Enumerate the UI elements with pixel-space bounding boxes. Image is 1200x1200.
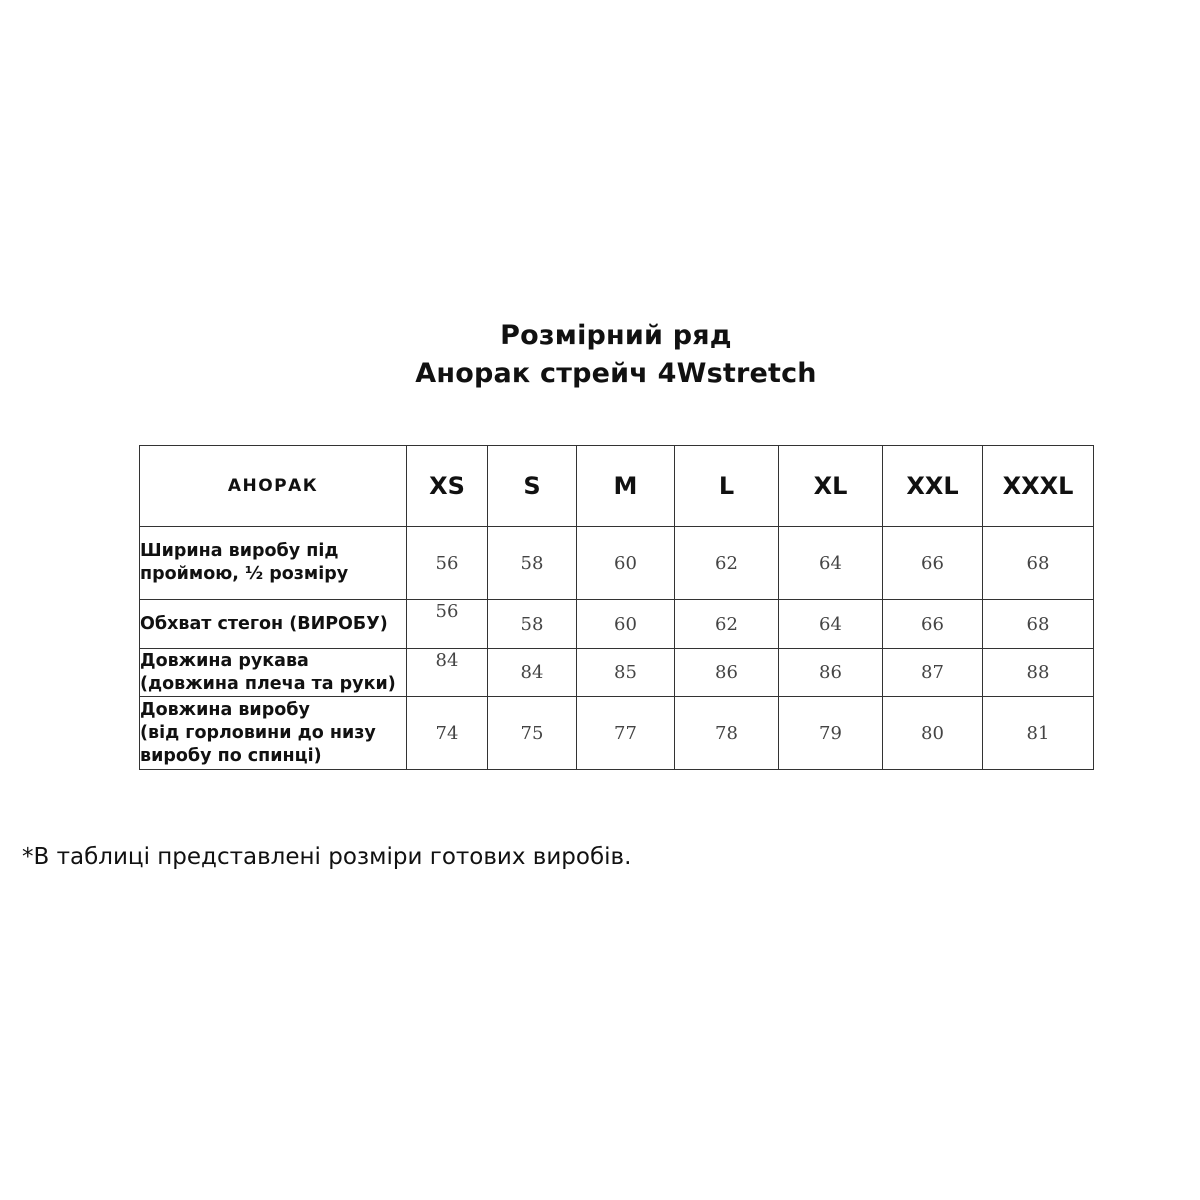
table-cell: 64 (779, 600, 883, 649)
row-label-line: (довжина плеча та руки) (140, 673, 396, 694)
table-cell: 80 (883, 697, 983, 770)
table-cell: 88 (983, 649, 1094, 697)
table-cell: 86 (675, 649, 779, 697)
row-label-line: Обхват стегон (ВИРОБУ) (140, 613, 388, 634)
row-label-line: Ширина виробу під (140, 541, 339, 561)
table-cell: 75 (488, 697, 577, 770)
row-label-line: проймою, ½ розміру (140, 564, 349, 584)
size-header-xxl: XXL (883, 446, 983, 527)
table-cell: 84 (407, 649, 488, 697)
table-row (140, 649, 1094, 697)
table-cell: 77 (577, 697, 675, 770)
footnote: *В таблиці представлені розміри готових виробів. (22, 844, 632, 870)
row-label-line: виробу по спинці) (140, 745, 322, 766)
table-cell: 84 (488, 649, 577, 697)
row-label-line: Довжина рукава (140, 650, 309, 671)
table-cell: 68 (983, 527, 1094, 600)
page-title: Розмірний ряд (500, 320, 732, 351)
table-cell: 64 (779, 527, 883, 600)
table-cell: 74 (407, 697, 488, 770)
row-label-chest-width (140, 527, 407, 600)
table-corner-header: АНОРАК (140, 446, 407, 527)
table-row (140, 600, 1094, 649)
size-header-xs: XS (407, 446, 488, 527)
size-header-xl: XL (779, 446, 883, 527)
size-header-s: S (488, 446, 577, 527)
row-label-hip-girth (140, 600, 407, 649)
row-label-sleeve-length (140, 649, 407, 697)
row-label-line: Довжина виробу (140, 699, 310, 720)
table-cell: 86 (779, 649, 883, 697)
size-header-xxxl: XXXL (983, 446, 1094, 527)
table-cell: 62 (675, 600, 779, 649)
table-row (140, 527, 1094, 600)
table-cell: 66 (883, 600, 983, 649)
table-cell: 85 (577, 649, 675, 697)
size-header-l: L (675, 446, 779, 527)
table-cell: 56 (407, 600, 488, 649)
page-subtitle: Анорак стрейч 4Wstretch (415, 358, 817, 389)
table-cell: 68 (983, 600, 1094, 649)
table-cell: 58 (488, 527, 577, 600)
size-chart-table (139, 445, 1094, 770)
row-label-line: (від горловини до низу (140, 722, 376, 743)
table-cell: 62 (675, 527, 779, 600)
table-cell: 56 (407, 527, 488, 600)
table-cell: 60 (577, 600, 675, 649)
table-cell: 81 (983, 697, 1094, 770)
row-label-garment-length (140, 697, 407, 770)
size-header-m: M (577, 446, 675, 527)
table-cell: 66 (883, 527, 983, 600)
table-cell: 87 (883, 649, 983, 697)
table-cell: 58 (488, 600, 577, 649)
table-cell: 60 (577, 527, 675, 600)
table-cell: 79 (779, 697, 883, 770)
table-header-row (140, 446, 1094, 527)
table-cell: 78 (675, 697, 779, 770)
table-row (140, 697, 1094, 770)
